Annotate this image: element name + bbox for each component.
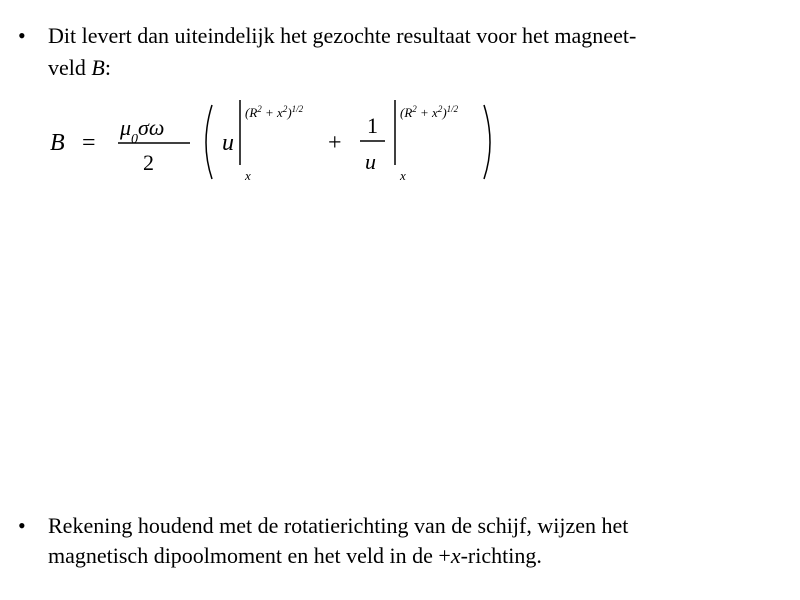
equals-sign: = — [82, 130, 96, 156]
one: 1 — [367, 113, 378, 138]
coefficient-denominator: 2 — [143, 150, 154, 175]
bullet-symbol: • — [18, 513, 26, 538]
bullet-symbol: • — [18, 23, 26, 48]
bullet-2-variable: x — [450, 543, 461, 568]
bullet-2-line-2-prefix: magnetisch dipoolmoment en het veld in de + — [48, 543, 451, 568]
bullet-1-line-1: Dit levert dan uiteindelijk het gezochte resultaat voor het magneet- — [48, 23, 637, 48]
left-bracket — [206, 105, 212, 179]
bullet-1-variable: B — [91, 55, 105, 80]
bullet-2-suffix: -richting. — [460, 543, 542, 568]
bullet-1-line-2-prefix: veld — [48, 55, 92, 80]
lower-limit: x — [400, 168, 406, 183]
bullet-1-suffix: : — [104, 55, 111, 80]
lhs-b: B — [50, 130, 65, 156]
right-bracket — [484, 105, 490, 179]
upper-limit: $(R^2 + x^2)^{1/2}$ — [245, 104, 304, 120]
coefficient-numerator: $\mu_0\sigma\omega$ — [120, 115, 165, 147]
equation-line-1 — [50, 100, 490, 183]
bullet-2-line-1: Rekening houdend met de rotatierichting van de schijf, wijzen het — [48, 513, 629, 538]
bullet-1-line-2 — [48, 54, 111, 82]
denominator-u: u — [365, 149, 376, 174]
upper-limit: $(R^2 + x^2)^{1/2}$ — [400, 104, 459, 120]
bullet-2-line-2 — [48, 542, 542, 570]
lower-limit: x — [245, 168, 251, 183]
variable-u: u — [222, 130, 234, 156]
plus-sign: + — [328, 130, 342, 156]
equation-block — [40, 95, 780, 495]
